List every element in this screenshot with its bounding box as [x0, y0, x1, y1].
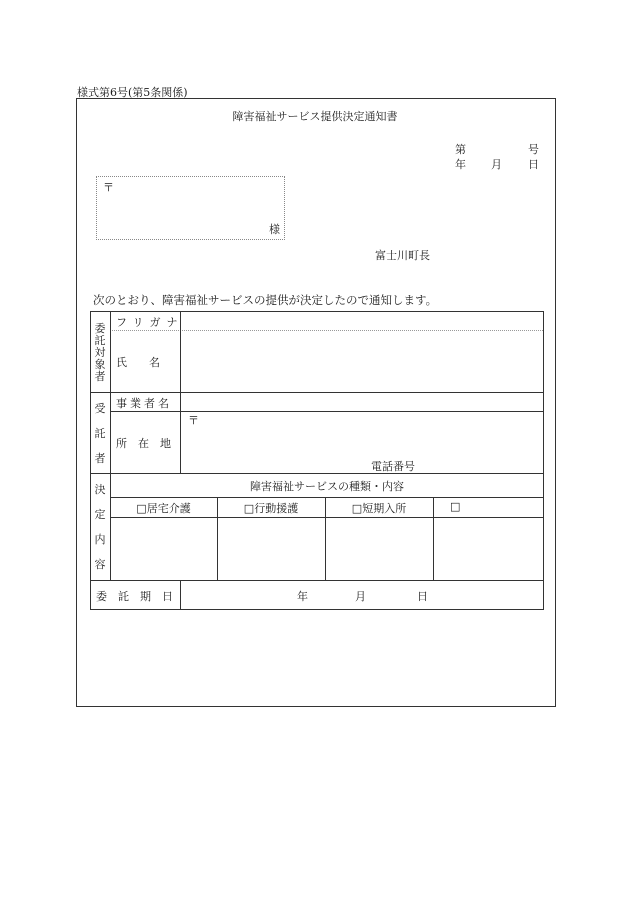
table-line: [90, 580, 544, 581]
service-behavior-support[interactable]: □行動援護: [243, 502, 299, 515]
form-number-label: 様式第6号(第5条関係): [77, 86, 188, 99]
recipient-address-box[interactable]: [96, 176, 285, 240]
doc-date-day: 日: [528, 158, 539, 171]
doc-number-dai: 第: [455, 143, 466, 156]
business-name-label: 事業者名: [116, 397, 172, 410]
table-line: [110, 411, 544, 412]
table-line: [180, 580, 181, 610]
contractor-section-label: 受 託 者: [94, 401, 106, 465]
table-line: [180, 311, 181, 474]
period-month: 月: [355, 590, 366, 603]
service-home-care[interactable]: □居宅介護: [136, 502, 191, 515]
doc-date-month: 月: [491, 158, 502, 171]
doc-number-go: 号: [528, 143, 539, 156]
decision-section-label: 決 定 内 容: [94, 483, 106, 571]
name-label: 氏 名: [116, 356, 160, 369]
service-short-stay[interactable]: □短期入所: [351, 502, 407, 515]
table-line: [110, 497, 544, 498]
service-other[interactable]: □: [450, 500, 461, 513]
table-line: [433, 497, 434, 580]
consignee-section-label: 委 託 対 象 者: [94, 322, 106, 383]
decision-table: [90, 311, 544, 610]
doc-date-year: 年: [455, 158, 466, 171]
table-dotted-line: [110, 330, 543, 331]
period-day: 日: [417, 590, 428, 603]
phone-label: 電話番号: [371, 460, 415, 473]
table-border-bottom: [90, 609, 544, 610]
period-label: 委 託 期 日: [96, 590, 173, 603]
notice-text: 次のとおり、障害福祉サービスの提供が決定したので通知します。: [93, 293, 438, 307]
honorific-sama: 様: [269, 223, 280, 236]
postal-mark: 〒: [103, 181, 114, 194]
table-border-top: [90, 311, 544, 312]
period-year: 年: [297, 590, 308, 603]
location-postal-mark: 〒: [188, 414, 199, 427]
issuer-name: 富士川町長: [375, 249, 430, 262]
service-type-header: 障害福祉サービスの種類・内容: [250, 480, 404, 493]
table-line: [90, 473, 544, 474]
furigana-label: フリガナ: [116, 316, 184, 329]
table-line: [110, 517, 544, 518]
location-label: 所 在 地: [116, 437, 171, 450]
name-field[interactable]: [182, 332, 542, 392]
table-line: [90, 392, 544, 393]
table-border-right: [543, 311, 544, 610]
document-title: 障害福祉サービス提供決定通知書: [232, 110, 398, 123]
table-line: [110, 311, 111, 580]
